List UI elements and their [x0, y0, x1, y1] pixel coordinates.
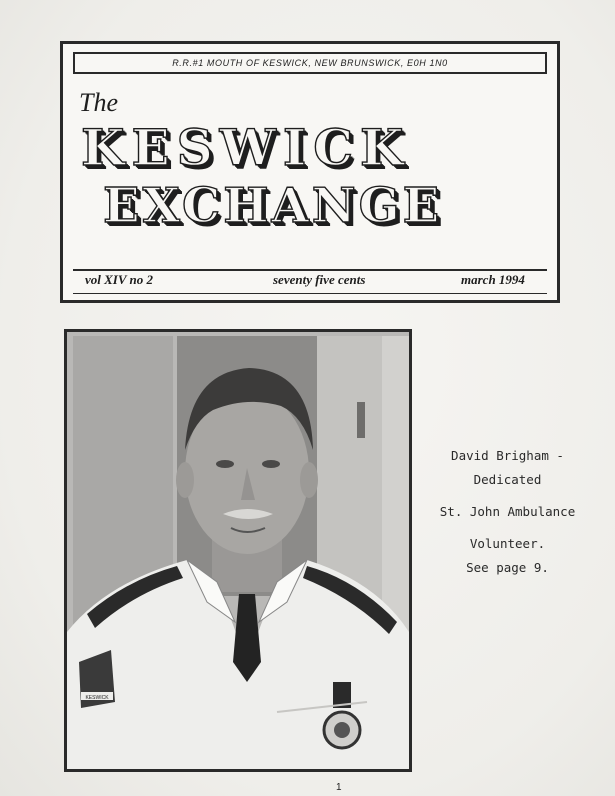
- masthead-title-keswick: KESWICK: [81, 118, 411, 177]
- issue-price: seventy five cents: [273, 272, 366, 287]
- sleeve-patch-text: KESWICK: [85, 695, 109, 701]
- page-number: 1: [336, 782, 342, 793]
- issue-date: march 1994: [461, 272, 525, 287]
- caption-line-4: Volunteer.: [469, 536, 546, 551]
- masthead-rule-top: [73, 269, 547, 271]
- caption-line-1: David Brigham -: [451, 448, 564, 463]
- masthead-title-exchange: EXCHANGE: [103, 178, 443, 234]
- masthead: [60, 41, 560, 303]
- masthead-the: The: [79, 88, 118, 117]
- portrait-illustration: [67, 332, 409, 769]
- caption-line-3: St. John Ambulance: [439, 504, 576, 519]
- caption-line-5: See page 9.: [466, 560, 549, 575]
- caption-line-2: Dedicated: [473, 472, 542, 487]
- masthead-rule-bottom: [73, 293, 547, 294]
- address-bar: R.R.#1 MOUTH OF KESWICK, NEW BRUNSWICK, E0H 1N0: [73, 52, 547, 74]
- cover-photo: [64, 329, 412, 772]
- volume-number: vol XIV no 2: [85, 272, 154, 287]
